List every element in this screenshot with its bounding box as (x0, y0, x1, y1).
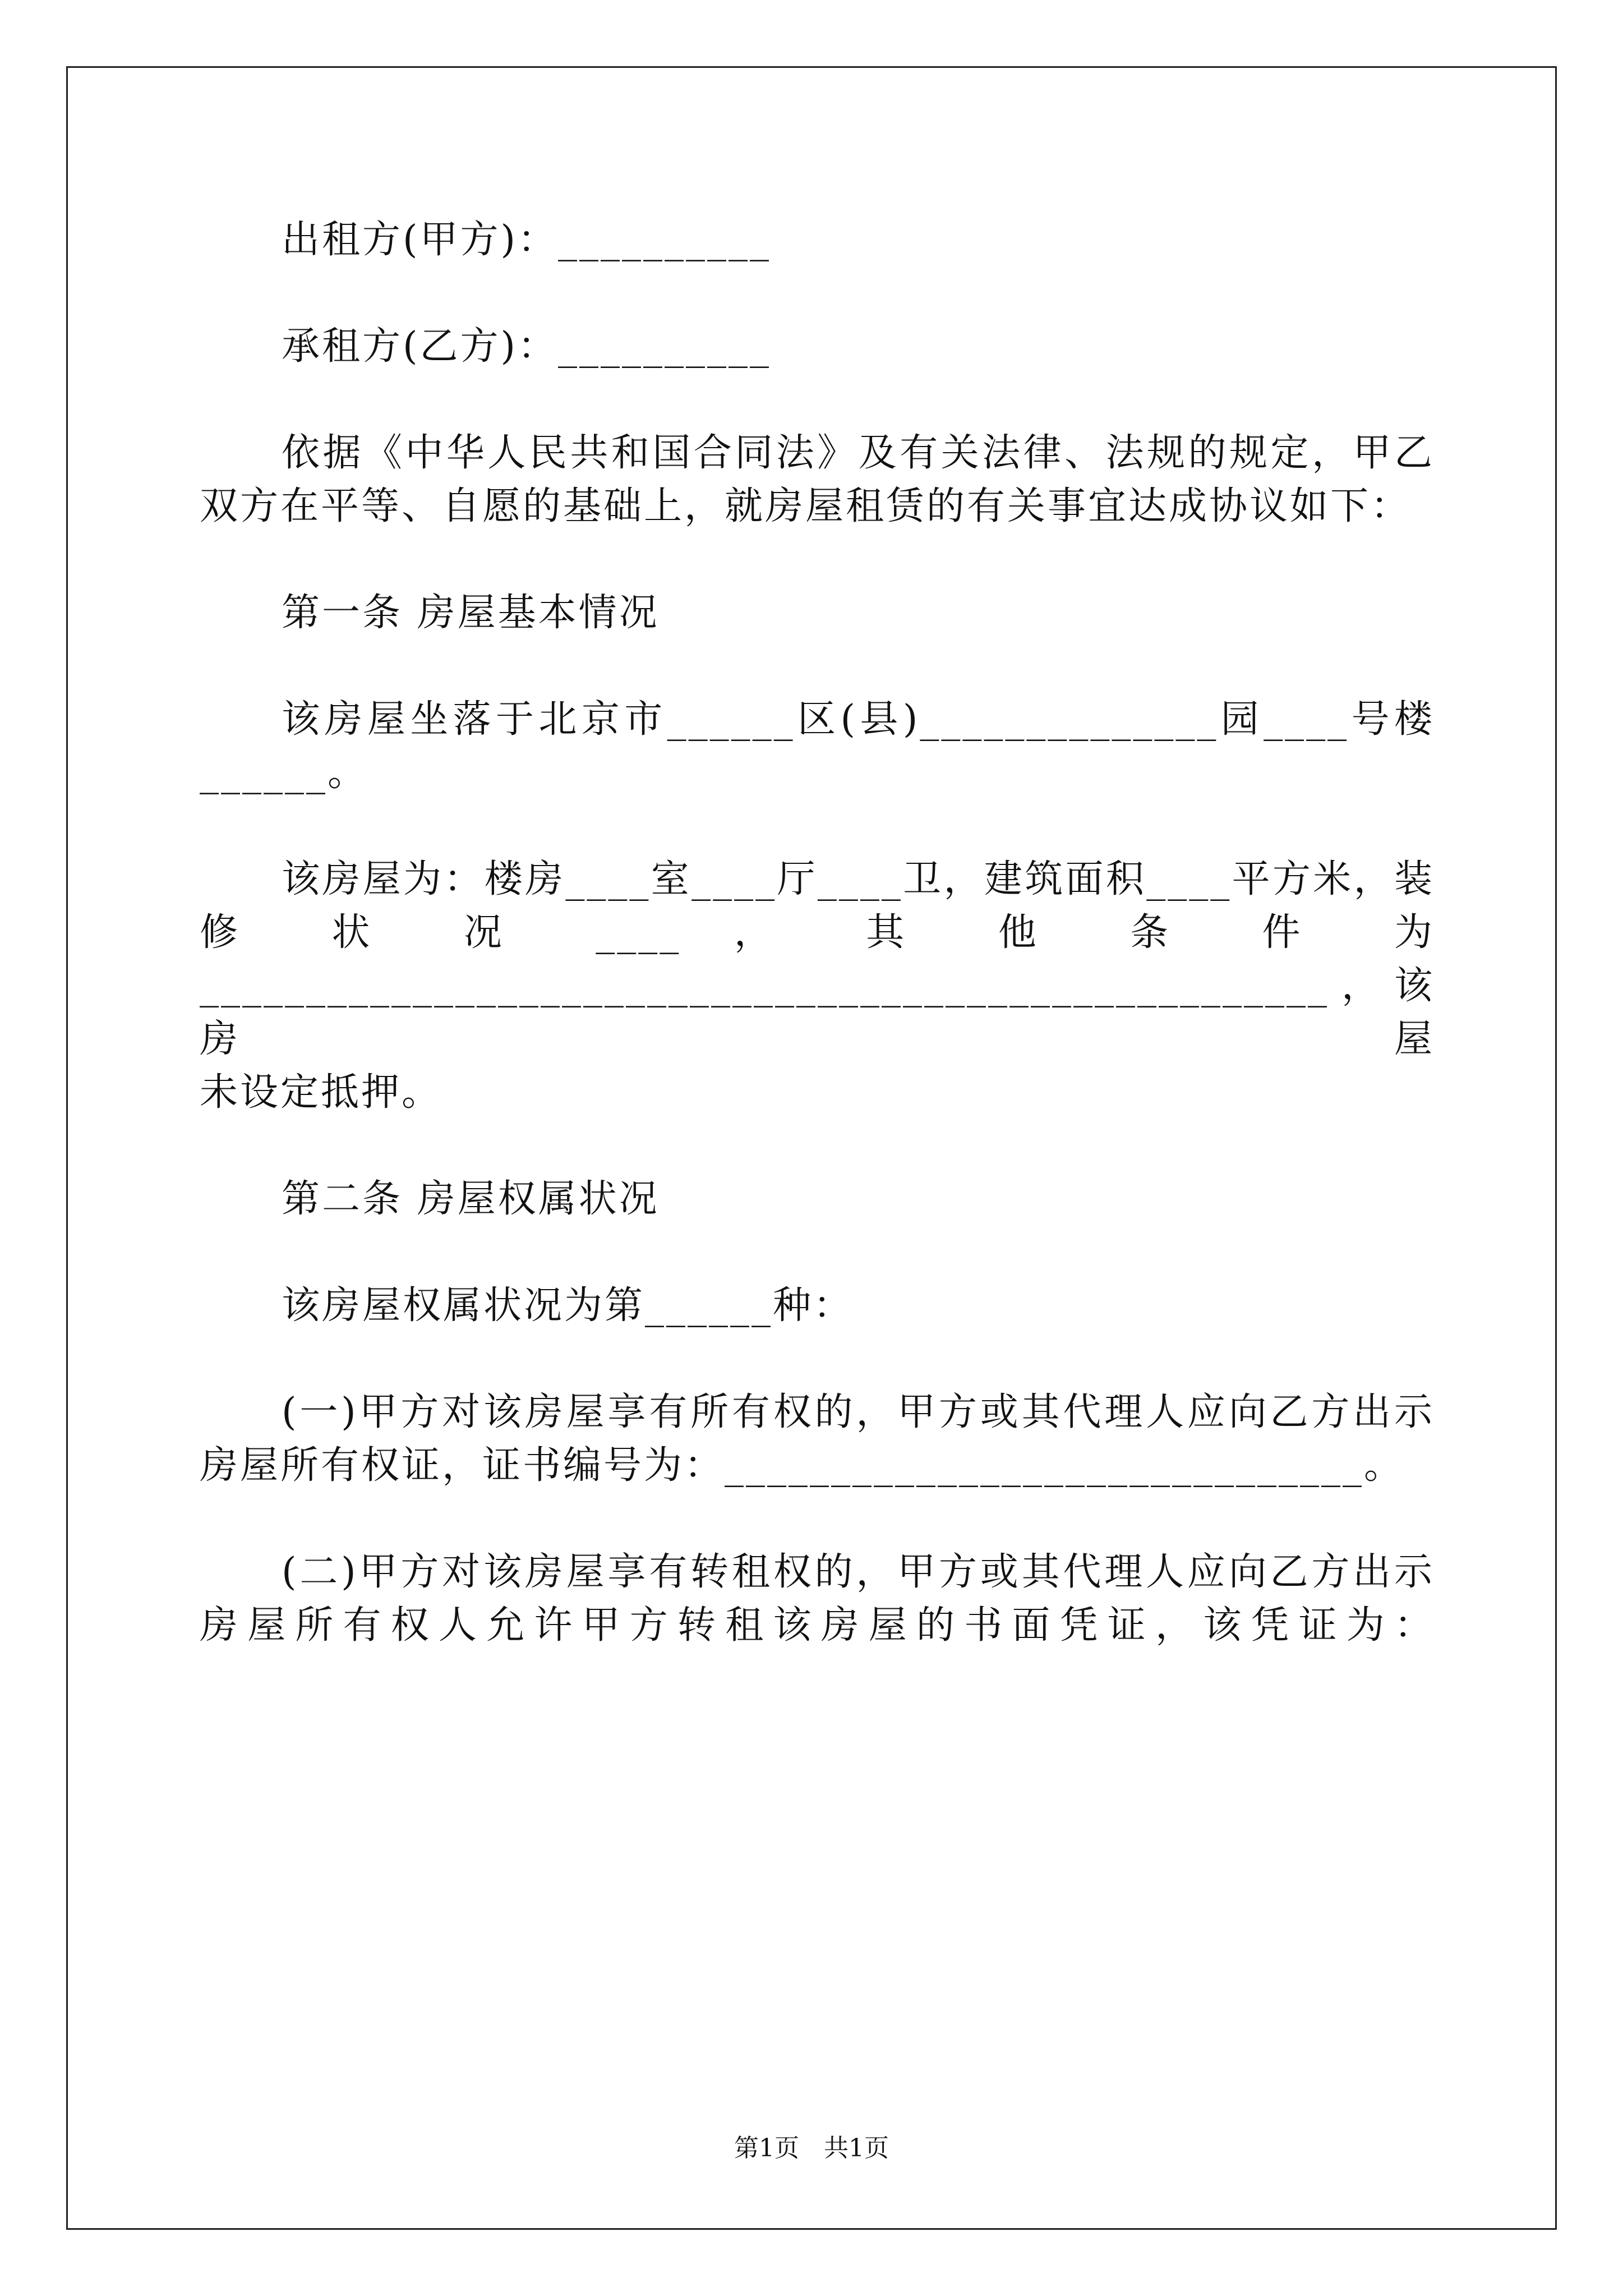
line-13: 该房屋权属状况为第______种： (282, 1283, 854, 1328)
line-12: 第二条 房屋权属状况 (282, 1177, 660, 1221)
line-17: 房屋所有权人允许甲方转租该房屋的书面凭证，该凭证为： (200, 1603, 1435, 1648)
line-16: (二)甲方对该房屋享有转租权的，甲方或其代理人应向乙方出示 (282, 1550, 1435, 1594)
line-7: ______。 (200, 751, 368, 795)
line-9: 修 状 况 ____ ， 其 他 条 件 为 (200, 910, 1435, 955)
line-11: 未设定抵押。 (200, 1070, 442, 1115)
line-3: 依据《中华人民共和国合同法》及有关法律、法规的规定，甲乙 (282, 431, 1435, 475)
page-footer: 第1页 共1页 (734, 2134, 889, 2162)
line-14: (一)甲方对该房屋享有所有权的，甲方或其代理人应向乙方出示 (282, 1390, 1435, 1434)
document-body (200, 213, 1435, 1652)
line-8: 该房屋为：楼房____室____厅____卫，建筑面积____平方米，装 (282, 857, 1435, 901)
line-5: 第一条 房屋基本情况 (282, 591, 660, 635)
line-15: 房屋所有权证，证书编号为：______________________________。 (200, 1443, 1405, 1488)
line-6: 该房屋坐落于北京市______区(县)______________园____号楼 (282, 697, 1435, 742)
line-2: 承租方(乙方)：__________ (282, 324, 772, 369)
line-1: 出租方(甲方)：__________ (282, 218, 772, 262)
line-4: 双方在平等、自愿的基础上，就房屋租赁的有关事宜达成协议如下： (200, 484, 1412, 528)
line-10: _____________________________________________________，该房屋 (200, 964, 1435, 1061)
